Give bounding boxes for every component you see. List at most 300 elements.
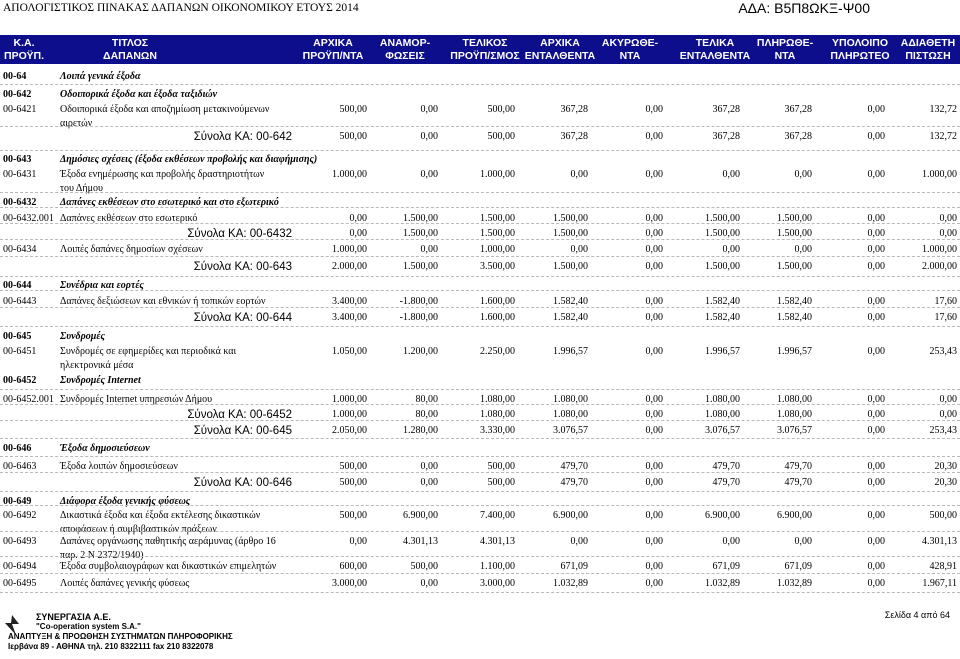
- table-row: [0, 243, 960, 257]
- account-title: Έξοδα ενημέρωσης και προβολής δραστηριοτήτων: [60, 169, 265, 180]
- amount-cell: 367,28: [560, 131, 588, 142]
- amount-cell: 0,00: [645, 578, 663, 589]
- amount-cell: 1.000,00: [332, 409, 367, 420]
- account-title: Έξοδα δημοσιεύσεων: [60, 443, 150, 454]
- amount-cell: 0,00: [645, 296, 663, 307]
- amount-cell: 1.080,00: [705, 409, 740, 420]
- amount-cell: 0,00: [867, 104, 885, 115]
- amount-cell: 1.500,00: [480, 213, 515, 224]
- amount-cell: 0,00: [645, 510, 663, 521]
- account-code: 00-6451: [3, 346, 37, 357]
- amount-cell: 0,00: [722, 244, 740, 255]
- amount-cell: 1.280,00: [403, 425, 438, 436]
- amount-cell: 253,43: [929, 346, 957, 357]
- amount-cell: 0,00: [420, 104, 438, 115]
- account-title: Συνδρομές σε εφημερίδες και περιοδικά και: [60, 346, 237, 357]
- amount-cell: 1.582,40: [553, 312, 588, 323]
- subtotal-label: Σύνολα ΚΑ: 00-644: [193, 312, 292, 324]
- amount-cell: 428,91: [929, 561, 957, 572]
- row-divider: [0, 126, 960, 127]
- amount-cell: 2.000,00: [922, 261, 957, 272]
- column-header-line1: ΥΠΟΛΟΙΠΟ: [831, 37, 889, 49]
- account-title: Δαπάνες οργάνωσης παθητικής αεράμυνας (άρθρο 16: [60, 536, 276, 547]
- account-title-continued: παρ. 2 Ν 2372/1940): [60, 550, 144, 561]
- amount-cell: 1.996,57: [777, 346, 812, 357]
- table-row: [0, 103, 960, 129]
- amount-cell: 479,70: [712, 461, 740, 472]
- amount-cell: 4.301,13: [403, 536, 438, 547]
- column-header-line2: ΠΡΟΫΠ.: [4, 50, 44, 62]
- subtotal-label: Σύνολα ΚΑ: 00-642: [193, 131, 292, 143]
- amount-cell: 0,00: [867, 261, 885, 272]
- amount-cell: 479,70: [784, 461, 812, 472]
- subtotal-row: [0, 476, 960, 490]
- account-title: Οδοιπορικά έξοδα και έξοδα ταξιδιών: [60, 89, 218, 100]
- amount-cell: 0,00: [349, 536, 367, 547]
- column-header-line2: ΔΑΠΑΝΩΝ: [103, 50, 157, 62]
- amount-cell: 1.000,00: [922, 169, 957, 180]
- row-divider: [0, 290, 960, 291]
- amount-cell: 3.400,00: [332, 312, 367, 323]
- row-divider: [0, 556, 960, 557]
- amount-cell: 0,00: [794, 169, 812, 180]
- amount-cell: 3.076,57: [705, 425, 740, 436]
- amount-cell: 132,72: [929, 104, 957, 115]
- amount-cell: 500,00: [487, 477, 515, 488]
- account-code: 00-6432: [3, 197, 37, 208]
- amount-cell: 0,00: [645, 104, 663, 115]
- amount-cell: -1.800,00: [399, 312, 438, 323]
- column-header: [365, 37, 445, 63]
- amount-cell: 0,00: [349, 228, 367, 239]
- amount-cell: 0,00: [570, 244, 588, 255]
- amount-cell: 0,00: [867, 131, 885, 142]
- amount-cell: 1.080,00: [480, 394, 515, 405]
- amount-cell: 0,00: [570, 169, 588, 180]
- amount-cell: 0,00: [420, 131, 438, 142]
- column-header-line2: ΕΝΤΑΛΘΕΝΤΑ: [679, 50, 751, 62]
- amount-cell: 0,00: [867, 296, 885, 307]
- amount-cell: 1.500,00: [480, 228, 515, 239]
- amount-cell: 1.500,00: [403, 213, 438, 224]
- page-header: [0, 0, 960, 30]
- amount-cell: 671,09: [784, 561, 812, 572]
- column-header-line1: ΑΔΙΑΘΕΤΗ: [900, 37, 956, 49]
- amount-cell: 1.996,57: [553, 346, 588, 357]
- account-code: 00-6443: [3, 296, 37, 307]
- amount-cell: 367,28: [784, 131, 812, 142]
- company-activity: ΑΝΑΠΤΥΞΗ & ΠΡΟΩΘΗΣΗ ΣΥΣΤΗΜΑΤΩΝ ΠΛΗΡΟΦΟΡΙΚΗΣ: [8, 632, 233, 641]
- amount-cell: 1.500,00: [553, 213, 588, 224]
- account-code: 00-6493: [3, 536, 37, 547]
- account-code: 00-645: [3, 331, 32, 342]
- amount-cell: 0,00: [722, 169, 740, 180]
- amount-cell: 0,00: [722, 536, 740, 547]
- column-header-line1: ΑΝΑΜΟΡ-: [379, 37, 431, 49]
- amount-cell: 479,70: [712, 477, 740, 488]
- account-code: 00-6495: [3, 578, 37, 589]
- account-title: Λοιπές δαπάνες γενικής φύσεως: [60, 578, 190, 589]
- amount-cell: 500,00: [339, 477, 367, 488]
- footer-company: [8, 612, 233, 652]
- account-code: 00-649: [3, 496, 32, 507]
- amount-cell: 0,00: [939, 213, 957, 224]
- amount-cell: 0,00: [939, 409, 957, 420]
- subtotal-label: Σύνολα ΚΑ: 00-6432: [187, 228, 292, 240]
- table-row: [0, 577, 960, 591]
- amount-cell: 0,00: [867, 213, 885, 224]
- account-title: Συνδρομές: [60, 331, 105, 342]
- account-title: Συνδρομές Internet: [60, 375, 141, 386]
- table-row: [0, 70, 960, 84]
- account-title-continued: αποφάσεων ή συμβιβαστικών πράξεων: [60, 524, 217, 535]
- amount-cell: 500,00: [339, 104, 367, 115]
- amount-cell: 2.050,00: [332, 425, 367, 436]
- table-row: [0, 153, 960, 167]
- amount-cell: 7.400,00: [480, 510, 515, 521]
- amount-cell: 2.000,00: [332, 261, 367, 272]
- amount-cell: 1.600,00: [480, 312, 515, 323]
- amount-cell: 1.032,89: [553, 578, 588, 589]
- page-number: Σελίδα 4 από 64: [884, 610, 950, 620]
- account-code: 00-64: [3, 71, 27, 82]
- table-row: [0, 535, 960, 561]
- amount-cell: 0,00: [645, 409, 663, 420]
- amount-cell: 0,00: [570, 536, 588, 547]
- amount-cell: 0,00: [645, 261, 663, 272]
- account-title: Συνδρομές Internet υπηρεσιών Δήμου: [60, 394, 213, 405]
- column-header-line1: ΤΕΛΙΚΑ: [695, 37, 735, 49]
- account-code: 00-6421: [3, 104, 37, 115]
- amount-cell: 1.000,00: [332, 394, 367, 405]
- amount-cell: 17,60: [934, 296, 957, 307]
- table-row: [0, 374, 960, 388]
- column-header: [745, 37, 825, 63]
- column-header-line2: ΕΝΤΑΛΘΕΝΤΑ: [524, 50, 596, 62]
- account-title-continued: αιρετών: [60, 118, 93, 129]
- account-title: Δαπάνες δεξιώσεων και εθνικών ή τοπικών εορτών: [60, 296, 266, 307]
- account-title-continued: του Δήμου: [60, 183, 103, 194]
- amount-cell: 0,00: [645, 425, 663, 436]
- amount-cell: 367,28: [784, 104, 812, 115]
- column-header-line2: ΠΡΟΫΠ/ΝΤΑ: [302, 50, 364, 62]
- amount-cell: 0,00: [867, 510, 885, 521]
- column-header-line1: ΑΚΥΡΩΘΕ-: [601, 37, 659, 49]
- amount-cell: 1.582,40: [705, 312, 740, 323]
- amount-cell: 1.500,00: [403, 228, 438, 239]
- column-header-line2: ΠΙΣΤΩΣΗ: [905, 50, 951, 62]
- column-header: [590, 37, 670, 63]
- amount-cell: 0,00: [645, 477, 663, 488]
- amount-cell: 1.000,00: [922, 244, 957, 255]
- subtotal-label: Σύνολα ΚΑ: 00-646: [193, 477, 292, 489]
- amount-cell: 20,30: [934, 477, 957, 488]
- amount-cell: 367,28: [712, 104, 740, 115]
- row-divider: [0, 192, 960, 193]
- column-header-line1: ΤΙΤΛΟΣ: [111, 37, 149, 49]
- column-header-line2: ΝΤΑ: [774, 50, 796, 62]
- row-divider: [0, 84, 960, 85]
- amount-cell: 6.900,00: [705, 510, 740, 521]
- amount-cell: 367,28: [560, 104, 588, 115]
- amount-cell: 0,00: [645, 536, 663, 547]
- amount-cell: 17,60: [934, 312, 957, 323]
- amount-cell: 80,00: [415, 394, 438, 405]
- amount-cell: 0,00: [420, 244, 438, 255]
- amount-cell: 3.000,00: [480, 578, 515, 589]
- amount-cell: 1.080,00: [553, 394, 588, 405]
- amount-cell: 1.500,00: [705, 228, 740, 239]
- row-divider: [0, 150, 960, 151]
- amount-cell: 6.900,00: [553, 510, 588, 521]
- amount-cell: 500,00: [339, 461, 367, 472]
- amount-cell: 0,00: [867, 394, 885, 405]
- amount-cell: 1.582,40: [553, 296, 588, 307]
- column-header-line2: ΠΛΗΡΩΤΕΟ: [830, 50, 890, 62]
- account-code: 00-646: [3, 443, 32, 454]
- company-tagline: "Co-operation system S.A.": [36, 622, 141, 631]
- amount-cell: -1.800,00: [399, 296, 438, 307]
- amount-cell: 0,00: [420, 461, 438, 472]
- amount-cell: 2.250,00: [480, 346, 515, 357]
- amount-cell: 1.500,00: [553, 228, 588, 239]
- amount-cell: 0,00: [645, 131, 663, 142]
- row-divider: [0, 438, 960, 439]
- amount-cell: 3.000,00: [332, 578, 367, 589]
- account-title: Διάφορα έξοδα γενικής φύσεως: [60, 496, 191, 507]
- amount-cell: 0,00: [645, 461, 663, 472]
- amount-cell: 1.600,00: [480, 296, 515, 307]
- account-title: Οδοιπορικά έξοδα και αποζημίωση μετακινούμενων: [60, 104, 270, 115]
- account-code: 00-6452: [3, 375, 37, 386]
- row-divider: [0, 573, 960, 574]
- row-divider: [0, 404, 960, 405]
- column-header-line1: Κ.Α.: [13, 37, 35, 49]
- column-header-line1: ΤΕΛΙΚΟΣ: [462, 37, 508, 49]
- row-divider: [0, 239, 960, 240]
- amount-cell: 1.080,00: [705, 394, 740, 405]
- amount-cell: 0,00: [867, 536, 885, 547]
- amount-cell: 500,00: [929, 510, 957, 521]
- column-header-line2: ΝΤΑ: [619, 50, 641, 62]
- subtotal-label: Σύνολα ΚΑ: 00-645: [193, 425, 292, 437]
- amount-cell: 0,00: [867, 425, 885, 436]
- amount-cell: 671,09: [560, 561, 588, 572]
- amount-cell: 0,00: [867, 228, 885, 239]
- amount-cell: 479,70: [784, 477, 812, 488]
- company-logo-icon: [3, 614, 21, 636]
- column-header: [293, 37, 373, 63]
- subtotal-row: [0, 260, 960, 274]
- amount-cell: 0,00: [645, 228, 663, 239]
- company-name: ΣΥΝΕΡΓΑΣΙΑ Α.Ε.: [36, 612, 111, 622]
- amount-cell: 0,00: [867, 477, 885, 488]
- table-row: [0, 495, 960, 509]
- amount-cell: 1.000,00: [332, 244, 367, 255]
- company-address: Ιερβάνα 89 - ΑΘΗΝΑ τηλ. 210 8322111 fax 210 8322078: [8, 642, 214, 651]
- amount-cell: 4.301,13: [922, 536, 957, 547]
- amount-cell: 1.500,00: [705, 261, 740, 272]
- amount-cell: 1.500,00: [777, 228, 812, 239]
- amount-cell: 1.032,89: [777, 578, 812, 589]
- amount-cell: 1.500,00: [705, 213, 740, 224]
- account-title-continued: ηλεκτρονικά μέσα: [60, 360, 134, 371]
- amount-cell: 3.500,00: [480, 261, 515, 272]
- amount-cell: 0,00: [349, 213, 367, 224]
- amount-cell: 253,43: [929, 425, 957, 436]
- column-header: [893, 37, 960, 63]
- amount-cell: 0,00: [867, 169, 885, 180]
- subtotal-label: Σύνολα ΚΑ: 00-643: [193, 261, 292, 273]
- account-title: Λοιπές δαπάνες δημοσίων σχέσεων: [60, 244, 203, 255]
- amount-cell: 500,00: [487, 131, 515, 142]
- amount-cell: 500,00: [410, 561, 438, 572]
- amount-cell: 1.000,00: [480, 244, 515, 255]
- column-header-line1: ΠΛΗΡΩΘΕ-: [756, 37, 814, 49]
- row-divider: [0, 505, 960, 506]
- row-divider: [0, 207, 960, 208]
- amount-cell: 3.330,00: [480, 425, 515, 436]
- amount-cell: 479,70: [560, 477, 588, 488]
- amount-cell: 1.582,40: [777, 312, 812, 323]
- row-divider: [0, 326, 960, 327]
- account-code: 00-643: [3, 154, 32, 165]
- amount-cell: 479,70: [560, 461, 588, 472]
- amount-cell: 0,00: [794, 244, 812, 255]
- amount-cell: 1.996,57: [705, 346, 740, 357]
- amount-cell: 1.582,40: [705, 296, 740, 307]
- account-title: Συνέδρια και εορτές: [60, 280, 144, 291]
- amount-cell: 0,00: [420, 477, 438, 488]
- row-divider: [0, 307, 960, 308]
- account-code: 00-642: [3, 89, 32, 100]
- account-code: 00-6452.001: [3, 394, 54, 405]
- amount-cell: 1.080,00: [480, 409, 515, 420]
- amount-cell: 4.301,13: [480, 536, 515, 547]
- amount-cell: 0,00: [867, 346, 885, 357]
- account-code: 00-6434: [3, 244, 37, 255]
- account-code: 00-6492: [3, 510, 37, 521]
- amount-cell: 3.076,57: [777, 425, 812, 436]
- column-header-line1: ΑΡΧΙΚΑ: [313, 37, 353, 49]
- amount-cell: 0,00: [939, 228, 957, 239]
- amount-cell: 0,00: [420, 169, 438, 180]
- amount-cell: 0,00: [645, 394, 663, 405]
- amount-cell: 600,00: [339, 561, 367, 572]
- column-header: [440, 37, 530, 63]
- table-row: [0, 345, 960, 371]
- amount-cell: 6.900,00: [777, 510, 812, 521]
- amount-cell: 20,30: [934, 461, 957, 472]
- amount-cell: 0,00: [867, 244, 885, 255]
- amount-cell: 1.080,00: [777, 394, 812, 405]
- account-title: Δημόσιες σχέσεις (έξοδα εκθέσεων προβολής και διαφήμισης): [60, 154, 318, 165]
- amount-cell: 367,28: [712, 131, 740, 142]
- amount-cell: 0,00: [645, 169, 663, 180]
- column-header: [820, 37, 900, 63]
- table-row: [0, 560, 960, 574]
- amount-cell: 1.967,11: [922, 578, 957, 589]
- table-row: [0, 330, 960, 344]
- column-header: [520, 37, 600, 63]
- amount-cell: 1.080,00: [777, 409, 812, 420]
- row-divider: [0, 491, 960, 492]
- row-divider: [0, 276, 960, 277]
- amount-cell: 1.200,00: [403, 346, 438, 357]
- amount-cell: 3.400,00: [332, 296, 367, 307]
- amount-cell: 0,00: [794, 536, 812, 547]
- amount-cell: 6.900,00: [403, 510, 438, 521]
- amount-cell: 0,00: [645, 244, 663, 255]
- amount-cell: 1.032,89: [705, 578, 740, 589]
- account-code: 00-6494: [3, 561, 37, 572]
- account-title: Δαπάνες εκθέσεων στο εσωτερικό: [60, 213, 198, 224]
- amount-cell: 500,00: [339, 131, 367, 142]
- column-header: [80, 37, 180, 63]
- row-divider: [0, 592, 960, 593]
- amount-cell: 1.100,00: [480, 561, 515, 572]
- amount-cell: 0,00: [867, 578, 885, 589]
- account-code: 00-644: [3, 280, 32, 291]
- amount-cell: 1.582,40: [777, 296, 812, 307]
- row-divider: [0, 389, 960, 390]
- subtotal-row: [0, 424, 960, 438]
- amount-cell: 1.500,00: [553, 261, 588, 272]
- amount-cell: 0,00: [867, 312, 885, 323]
- row-divider: [0, 472, 960, 473]
- table-row: [0, 168, 960, 194]
- row-divider: [0, 531, 960, 532]
- amount-cell: 0,00: [867, 409, 885, 420]
- amount-cell: 1.080,00: [553, 409, 588, 420]
- row-divider: [0, 256, 960, 257]
- account-title: Δικαστικά έξοδα και έξοδα εκτέλεσης δικαστικών: [60, 510, 261, 521]
- amount-cell: 0,00: [867, 461, 885, 472]
- amount-cell: 132,72: [929, 131, 957, 142]
- row-divider: [0, 420, 960, 421]
- subtotal-row: [0, 130, 960, 144]
- amount-cell: 0,00: [645, 312, 663, 323]
- column-header-line1: ΑΡΧΙΚΑ: [540, 37, 580, 49]
- amount-cell: 1.000,00: [480, 169, 515, 180]
- row-divider: [0, 456, 960, 457]
- amount-cell: 0,00: [645, 213, 663, 224]
- amount-cell: 1.500,00: [403, 261, 438, 272]
- table-row: [0, 509, 960, 535]
- amount-cell: 1.500,00: [777, 213, 812, 224]
- amount-cell: 3.076,57: [553, 425, 588, 436]
- ada-code: ΑΔΑ: Β5Π8ΩΚΞ-Ψ00: [738, 0, 870, 16]
- amount-cell: 500,00: [487, 104, 515, 115]
- table-header: [0, 35, 960, 64]
- amount-cell: 1.050,00: [332, 346, 367, 357]
- row-divider: [0, 223, 960, 224]
- amount-cell: 0,00: [645, 346, 663, 357]
- account-title: Έξοδα συμβολαιογράφων και δικαστικών επιμελητών: [60, 561, 277, 572]
- account-title: Έξοδα λοιπών δημοσιεύσεων: [60, 461, 178, 472]
- amount-cell: 671,09: [712, 561, 740, 572]
- table-row: [0, 442, 960, 456]
- amount-cell: 0,00: [420, 578, 438, 589]
- subtotal-row: [0, 311, 960, 325]
- amount-cell: 0,00: [645, 561, 663, 572]
- account-title: Λοιπά γενικά έξοδα: [60, 71, 141, 82]
- column-header-line2: ΦΩΣΕΙΣ: [385, 50, 425, 62]
- subtotal-label: Σύνολα ΚΑ: 00-6452: [187, 409, 292, 421]
- account-code: 00-6463: [3, 461, 37, 472]
- amount-cell: 1.500,00: [777, 261, 812, 272]
- account-code: 00-6432.001: [3, 213, 54, 224]
